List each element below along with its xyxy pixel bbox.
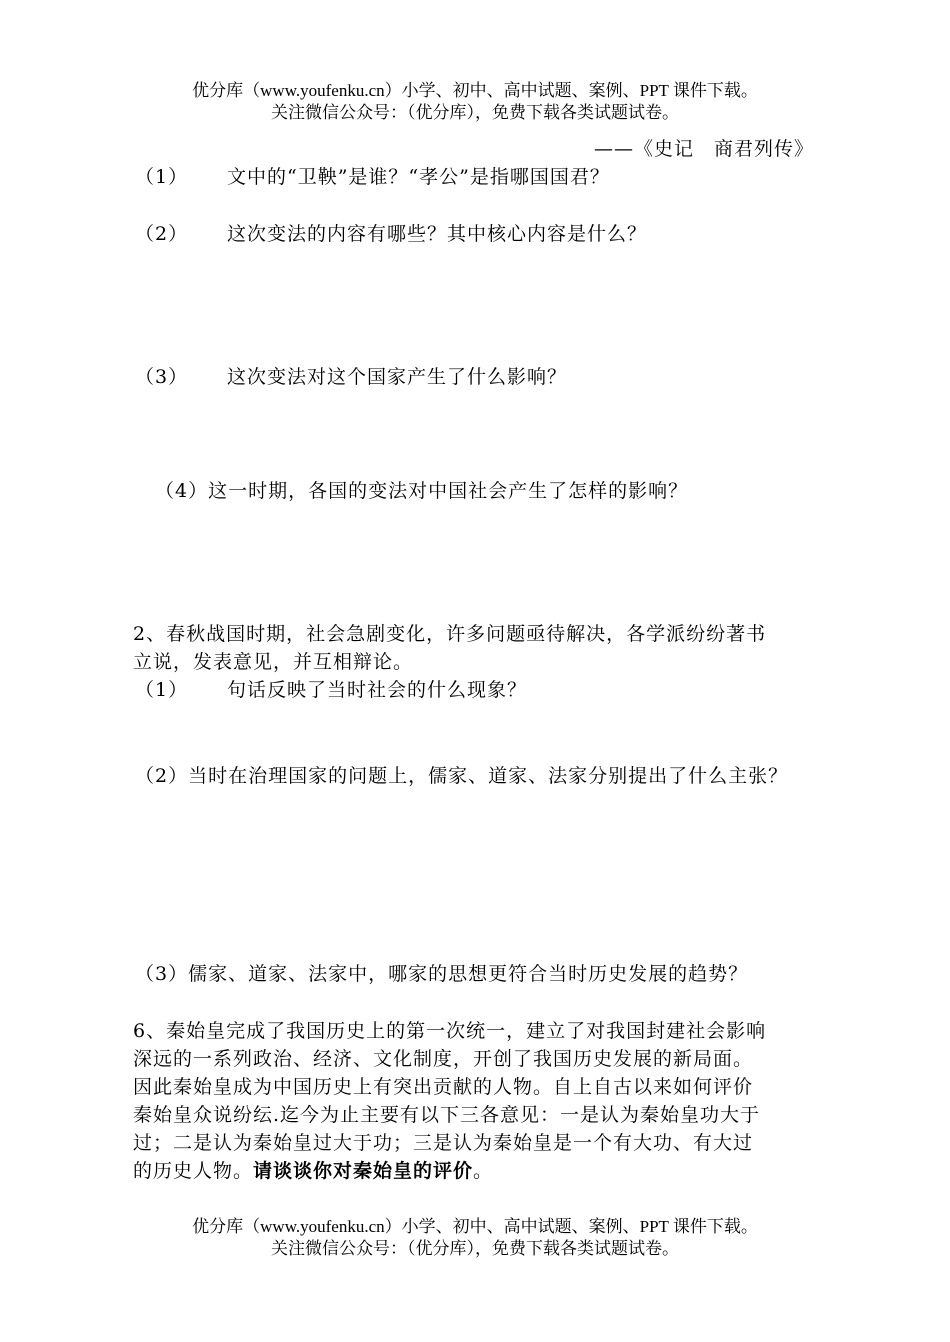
q6-line-6 (133, 1156, 493, 1183)
q6-line-6-suffix: 。 (473, 1160, 494, 1182)
q6-line-2: 深远的一系列政治、经济、文化制度，开创了我国历史发展的新局面。 (133, 1048, 754, 1070)
source-citation: ——《史记 商君列传》 (594, 138, 815, 160)
q1-item-2 (135, 219, 647, 246)
header-line-2: 关注微信公众号：（优分库），免费下载各类试题试卷。 (271, 103, 679, 122)
q1-item-3-text: 这次变法对这个国家产生了什么影响？ (227, 366, 568, 388)
q2-item-3: （3）儒家、道家、法家中，哪家的思想更符合当时历史发展的趋势？ (135, 963, 749, 985)
q1-item-1-text: 文中的“卫鞅”是谁？“孝公”是指哪国国君？ (227, 166, 610, 188)
q2-item-1-num: （1） (135, 679, 189, 701)
footer-line-1: 优分库（www.youfenku.cn）小学、初中、高中试题、案例、PPT 课件下载。 (192, 1217, 758, 1236)
q1-item-4: （4）这一时期，各国的变法对中国社会产生了怎样的影响？ (155, 480, 689, 502)
q6-line-1: 6、秦始皇完成了我国历史上的第一次统一，建立了对我国封建社会影响 (133, 1020, 767, 1042)
q6-line-5: 过；二是认为秦始皇过大于功；三是认为秦始皇是一个有大功、有大过 (133, 1132, 754, 1154)
footer-line-2: 关注微信公众号：（优分库），免费下载各类试题试卷。 (271, 1239, 679, 1258)
q1-item-1 (135, 162, 610, 189)
q2-intro-line-1: 2、春秋战国时期，社会急剧变化，许多问题亟待解决，各学派纷纷著书 (133, 623, 767, 645)
q1-item-3-num: （3） (135, 366, 189, 388)
q6-line-4: 秦始皇众说纷纭.迄今为止主要有以下三各意见：一是认为秦始皇功大于 (133, 1104, 761, 1126)
q1-item-1-num: （1） (135, 166, 189, 188)
q2-intro-line-2: 立说，发表意见，并互相辩论。 (133, 651, 414, 673)
q6-prompt-bold: 请谈谈你对秦始皇的评价 (253, 1160, 474, 1182)
q6-line-6-prefix: 的历史人物。 (133, 1160, 254, 1182)
q1-item-3 (135, 362, 567, 389)
q2-item-1 (135, 675, 527, 702)
q1-item-2-num: （2） (135, 223, 189, 245)
q2-item-1-text: 句话反映了当时社会的什么现象？ (227, 679, 528, 701)
q2-item-2: （2）当时在治理国家的问题上，儒家、道家、法家分别提出了什么主张？ (135, 765, 789, 787)
header-line-1: 优分库（www.youfenku.cn）小学、初中、高中试题、案例、PPT 课件下载。 (192, 81, 758, 100)
q6-line-3: 因此秦始皇成为中国历史上有突出贡献的人物。自上自古以来如何评价 (133, 1076, 754, 1098)
q1-item-2-text: 这次变法的内容有哪些？其中核心内容是什么？ (227, 223, 648, 245)
